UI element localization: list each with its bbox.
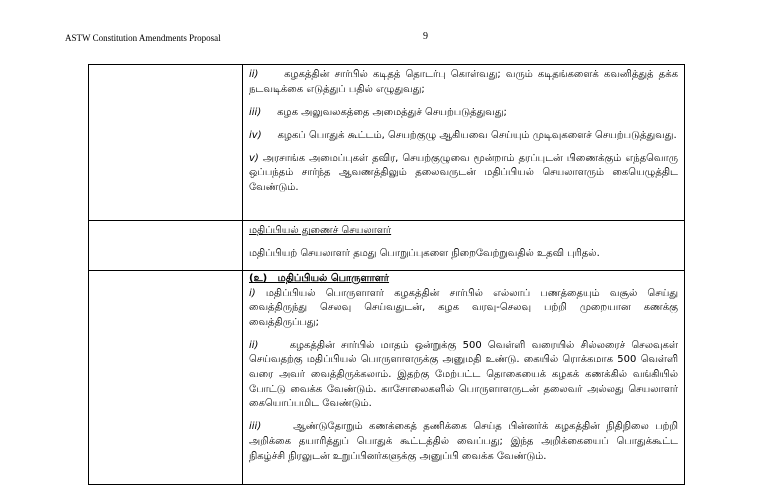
list-item: iii) ஆண்டுதோறும் கணக்கைத் தணிக்கை செய்த பின்னர்க் கழகத்தின் நிதிநிலை பற்றி அறிக்கை தயாரித்துப் பொதுக் கூட்டத்தில் வைப்பது; இந்த அறிக்கையைப் பொதுக்கூட்ட நிகழ்ச்சி நிரலுடன் உறுப்பினர்களுக்கு அனுப்பி வைக்க வேண்டும். [249,421,678,462]
table-row [89,221,685,271]
section-heading: மதிப்பியல் துணைச் செயலாளர் [249,225,392,236]
right-cell [243,271,685,485]
amendments-table [88,64,685,485]
page-number: 9 [423,31,428,42]
list-item: iii) கழக அலுவலகத்தை அமைத்துச் செயற்படுத்துவது; [249,106,507,118]
left-cell [89,65,243,221]
right-cell [243,221,685,271]
left-cell [89,271,243,485]
left-cell [89,221,243,271]
table-row [89,271,685,485]
list-item: ii) கழகத்தின் சார்பில் கடிதத் தொடர்பு கொள்வது; வரும் கடிதங்களைக் கவனித்துத் தக்க நடவடிக்கை எடுத்துப் பதில் எழுதுவது; [249,69,678,95]
section-heading: (உ) மதிப்பியல் பொருளாளர் [249,273,390,284]
right-cell [243,65,685,221]
list-item: ii) கழகத்தின் சார்பில் மாதம் ஒன்றுக்கு 500 வெள்ளி வரையில் சில்லரைச் செலவுகள் செய்வதற்கு மதிப்பியல் பொருளாளருக்கு அனுமதி உண்டு. கையில் ரொக்கமாக 500 வெள்ளி வரை அவர் வைத்திருக்கலாம். இதற்கு மேற்பட்ட தொகையைக் கழகக் கணக்கில் வங்கியில் போட்டு வைக்க வேண்டும். காசோலைகளில் பொருளாளருடன் தலைவர் அல்லது செயலாளர் கையொப்பமிட வேண்டும். [249,339,678,410]
running-head: ASTW Constitution Amendments Proposal [65,33,221,43]
list-item: v) அரசாங்க அமைப்புகள் தவிர, செயற்குழுவை மூன்றாம் தரப்புடன் பிணைக்கும் எந்தவொரு ஒப்பந்தம் சார்ந்த ஆவணத்திலும் தலைவருடன் மதிப்பியல் செயலாளரும் கையெழுத்திட வேண்டும். [249,152,678,194]
list-item: i) மதிப்பியல் பொருளாளர் கழகத்தின் சார்பில் எல்லாப் பணத்தையும் வசூல் செய்து வைத்திருந்து செலவு செய்வதுடன், கழக வரவு-செலவு பற்றி முறையான கணக்கு வைத்திருப்பது; [249,287,678,328]
table-row [89,65,685,221]
list-item: மதிப்பியற் செயலாளர் தமது பொறுப்புகளை நிறைவேற்றுவதில் உதவி புரிதல். [249,248,600,260]
list-item: iv) கழகப் பொதுக் கூட்டம், செயற்குழு ஆகியவை செய்யும் முடிவுகளைச் செயற்படுத்துவது. [249,129,677,141]
